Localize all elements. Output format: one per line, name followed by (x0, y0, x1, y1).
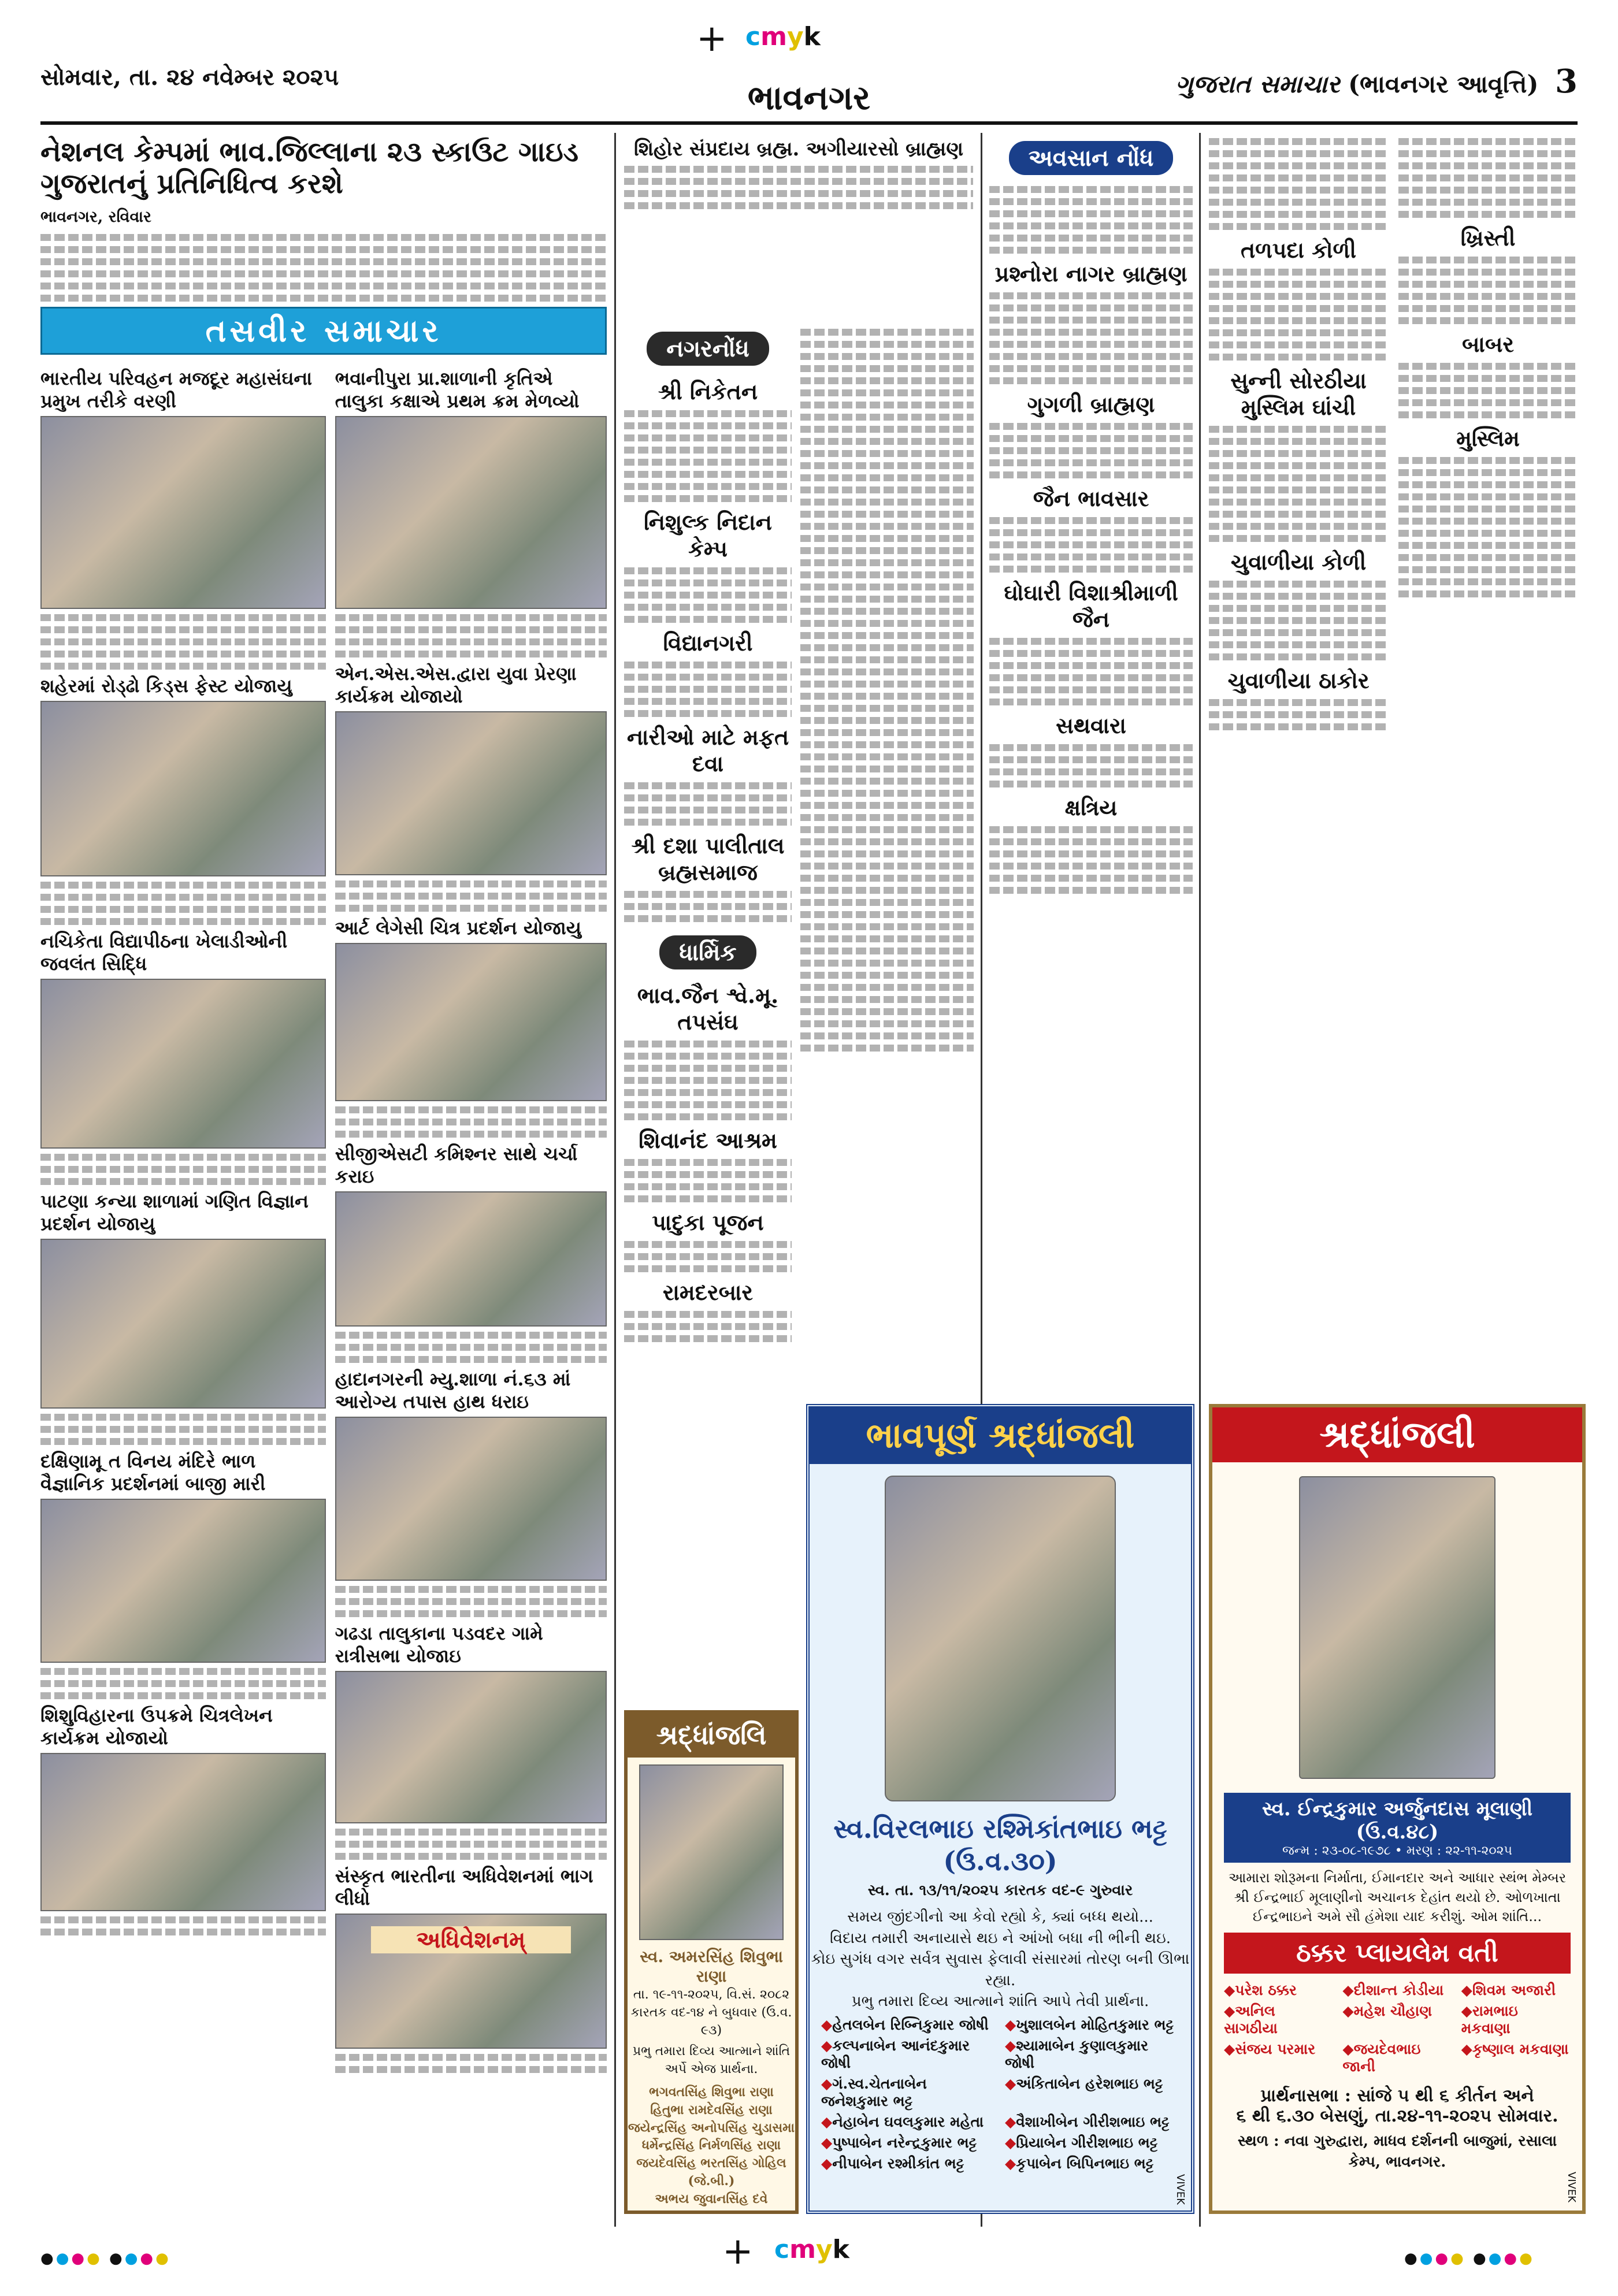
notice-head: વિદ્યાનગરી (663, 630, 753, 656)
community-head: પ્રશ્નોરા નાગર બ્રાહ્મણ (994, 261, 1187, 287)
right-tribute-box (1209, 1404, 1586, 2214)
dharmik-chip: ધાર્મિક (659, 935, 756, 969)
notice-head: પાદુકા પૂજન (652, 1209, 764, 1235)
news-photo (40, 1499, 326, 1663)
notice-head: શિવાનંદ આશ્રમ (639, 1127, 777, 1153)
edition: (ભાવનગર આવૃત્તિ) (1348, 70, 1539, 98)
lead-headline: નેશનલ કેમ્પમાં ભાવ.જિલ્લાના ૨૩ સ્કાઉટ ગાઇડ ગુજરાતનું પ્રતિનિધિત્વ કરશે (40, 136, 579, 200)
right-tribute-names: ◆ પરેશ ઠક્કર ◆ દીશાન્ત કોડીયા ◆ શિવમ અજારી ◆ અનિલ સાગઠીયા ◆ મહેશ ચૌહાણ ◆ રામભાઇ મકવાણા ◆ સંજય પરમાર ◆ જયદેવભાઇ જાની ◆ કૃષ્ણાલ મકવાણા (1212, 1977, 1582, 2080)
community-head: ખ્રિસ્તી (1460, 225, 1516, 251)
obituary-column (1209, 133, 1388, 1383)
brand-name: ગુજરાત સમાચાર (1175, 70, 1340, 98)
community-head: બાબર (1462, 331, 1514, 357)
page-city-title: ભાવનગર (747, 78, 871, 117)
obituary-column (989, 133, 1193, 1383)
news-photo (335, 1417, 607, 1581)
right-tribute-nameplate (1224, 1793, 1571, 1863)
news-photo (335, 711, 607, 875)
photo-caption: શહેરમાં રોડ્ઢો કિડ્સ ફેસ્ટ યોજાયુ (40, 674, 292, 697)
designer-credit: VIVEK (1174, 2174, 1186, 2205)
main-tribute-message: પ્રભુ તમારા દિવ્ય આત્માને શાંતિ આપે તેવી પ્રાર્થના. (851, 1992, 1149, 2010)
cmyk-mark: cmyk (745, 22, 821, 51)
right-tribute-note: આમારા શોરૂમના નિર્માતા, ઈમાનદાર અને આધાર સ્થંભ મેમ્બર શ્રી ઈન્દ્રભાઈ મૂલાણીનો અચાનક દેહાંત થયો છે. ઓળખાતા ઈન્દ્રભાઇને અમે સૌ હંમેશા યાદ કરીશું. ઓમ શાંતિ... (1228, 1870, 1567, 1925)
tribute-photo (885, 1476, 1116, 1801)
notice-head: શ્રી નિકેતન (658, 378, 758, 404)
photo-caption: ભારતીય પરિવહન મજદૂર મહાસંઘના પ્રમુખ તરીકે વરણી (40, 367, 313, 412)
photo-col-b (335, 363, 607, 2078)
news-photo (335, 1914, 607, 2049)
photo-caption: ગઢડા તાલુકાના પડવદર ગામે રાત્રીસભા યોજાઇ (335, 1622, 543, 1667)
community-head: સથવારા (1056, 712, 1126, 738)
right-tribute-title: શ્રદ્ધાંજલી (1212, 1407, 1582, 1462)
news-photo (335, 1671, 607, 1823)
community-head: ચુવાળીયા ઠાકોર (1227, 667, 1370, 693)
main-tribute-name: સ્વ.વિરલભાઇ રશ્મિકાંતભાઇ ભટ્ટ (ઉ.વ.૩૦) (833, 1813, 1167, 1877)
small-tribute-name: સ્વ. અમરસિંહ શિવુભા રાણા (640, 1947, 783, 1986)
small-tribute-date: તા. ૧૯-૧૧-૨૦૨૫, વિ.સં. ૨૦૮૨ કારતક વદ-૧૪ ને બુધવાર (ઉ.વ. ૯૩) (630, 1987, 792, 2038)
left-block (40, 133, 607, 2227)
community-head: ઘોઘારી વિશાશ્રીમાળી જૈન (1004, 579, 1178, 632)
middle-top-head: શિહોર સંપ્રદાય બ્રહ્મ. અગીયારસો બ્રાહ્મણ (634, 138, 963, 161)
page-number: 3 (1555, 62, 1578, 101)
color-registration-dots: ●●●● ●●●● (1404, 2250, 1535, 2267)
photo-caption: ભવાનીપુરા પ્રા.શાળાની કૃતિએ તાલુકા કક્ષાએ પ્રથમ ક્રમ મેળવ્યો (335, 367, 580, 412)
news-photo (40, 701, 326, 876)
notice-head: નિશુલ્ક નિદાન કેમ્પ (644, 509, 772, 562)
community-head: મુસ્લિમ (1456, 425, 1520, 451)
photo-caption: નચિકેતા વિદ્યાપીઠના ખેલાડીઓની જવલંત સિદ્ધિ (40, 930, 288, 975)
news-photo (40, 979, 326, 1149)
registration-cross: + (696, 17, 728, 60)
main-tribute-title: ભાવપૂર્ણ શ્રદ્ધાંજલી (810, 1407, 1191, 1464)
notice-head: નારીઓ માટે મફત દવા (626, 724, 789, 777)
color-registration-dots: ●●●● ●●●● (40, 2250, 171, 2267)
photo-caption: સંસ્કૃત ભારતીના અધિવેશનમાં ભાગ લીધો (335, 1864, 593, 1909)
cmyk-mark: cmyk (774, 2235, 849, 2264)
photo-caption: પાટણા કન્યા શાળામાં ગણિત વિજ્ઞાન પ્રદર્શન યોજાયુ (40, 1190, 309, 1235)
obituary-chip: અવસાન નોંધ (1009, 141, 1174, 175)
news-photo (40, 1239, 326, 1409)
main-tribute-message: સમય જીંદગીનો આ કેવો રહ્યો કે, ક્યાં બધ્ધ થયો... (847, 1908, 1153, 1926)
masthead-rule (40, 121, 1578, 125)
right-tribute-org: ઠક્કર પ્લાયલેમ વતી (1224, 1933, 1571, 1974)
main-tribute-message: કોઇ સુગંધ વગર સર્વત્ર સુવાસ ફેલાવી સંસારમાં તોરણ બની ઊભા રહ્યા. (811, 1951, 1190, 1989)
small-tribute-family: ભગવતસિંહ શિવુભા રાણા હિતુભા રામદેવસિંહ રાણા જયેન્દ્રસિંહ અનોપસિંહ ચુડાસમા ધર્મેન્દ્રસિંહ નિર્મળસિંહ રાણા જયદેવસિંહ ભરતસિંહ ગોહિલ (જે.બી.) અભય જુવાનસિંહ દવે (628, 2084, 795, 2206)
obituary-column (1398, 133, 1578, 1383)
designer-credit: VIVEK (1565, 2171, 1578, 2202)
main-tribute-family: ◆ હેતલબેન રિબ્નિકુમાર જોષી ◆ ખુશાલબેન મોહિતકુમાર ભટ્ટ ◆ કલ્પનાબેન આનંદકુમાર જોષી ◆ શ્યામાબેન કુણાલકુમાર જોષી ◆ ગં.સ્વ.ચેતનાબેન જનેશકુમાર ભટ્ટ ◆ અંકિતાબેન હરેશભાઇ ભટ્ટ ◆ નેહાબેન ઘવલકુમાર મહેતા ◆ વૈશાખીબેન ગીરીશભાઇ ભટ્ટ ◆ પુષ્પાબેન નરેન્દ્રકુમાર ભટ્ટ ◆ પ્રિયાબેન ગીરીશભાઇ ભટ્ટ ◆ નીપાબેન રશ્મીકાંત ભટ્ટ ◆ કૃપાબેન બિપિનભાઇ ભટ્ટ (810, 2012, 1191, 2177)
news-photo (40, 1753, 326, 1911)
news-photo (335, 943, 607, 1101)
right-tribute-name: સ્વ. ઈન્દ્રકુમાર અર્જુનદાસ મૂલાણી (ઉ.વ.૪૮) (1261, 1797, 1533, 1844)
column-rule (614, 133, 616, 2227)
community-head: ક્ષત્રિય (1064, 794, 1118, 820)
news-photo (335, 416, 607, 609)
tribute-photo (1299, 1476, 1495, 1779)
notice-head: રામદરબાર (662, 1279, 754, 1305)
prayer-place: સ્થળ : નવા ગુરુદ્વારા, માધવ દર્શનની બાજુમાં, રસાલા કેમ્પ, ભાવનગર. (1237, 2132, 1557, 2171)
small-tribute-box (624, 1710, 799, 2214)
photo-caption: શિશુવિહારના ઉપક્રમે ચિત્રલેખન કાર્યક્રમ યોજાયો (40, 1704, 273, 1749)
news-photo (335, 1191, 607, 1327)
main-tribute-date: સ્વ. તા. ૧૩/૧૧/૨૦૨૫ કારતક વદ-૯ ગુરુવાર (867, 1882, 1133, 1899)
registration-cross: + (722, 2230, 754, 2273)
banner-text: અધિવેશનમ્ (371, 1926, 571, 1953)
right-tribute-date: જન્મ : ૨૩-૦૮-૧૯૭૮ • મરણ : ૨૨-૧૧-૨૦૨૫ (1282, 1844, 1512, 1858)
notice-head: ભાવ.જૈન શ્વે.મૂ. તપસંઘ (637, 982, 779, 1035)
community-head: સુન્ની સોરઠીયા મુસ્લિમ ઘાંચી (1230, 367, 1367, 420)
issue-date: સોમવાર, તા. ૨૪ નવેમ્બર ૨૦૨૫ (40, 64, 339, 91)
community-head: તળપદા કોળી (1240, 237, 1357, 263)
column-rule (1199, 133, 1201, 2227)
photo-caption: આર્ટ લેગેસી ચિત્ર પ્રદર્શન યોજાયુ (335, 916, 581, 939)
photo-caption: દક્ષિણામૂ ત વિનય મંદિરે ભાળ વૈજ્ઞાનિક પ્રદર્શનમાં બાજી મારી (40, 1450, 266, 1495)
prayer-meeting: પ્રાર્થનાસભા : સાંજે ૫ થી ૬ કીર્તન અને ૬ થી ૬.૩૦ બેસણું, તા.૨૪-૧૧-૨૦૨૫ સોમવાર. (1236, 2085, 1558, 2126)
small-tribute-title: શ્રદ્ધાંજલિ (628, 1714, 795, 1758)
lead-dateline: ભાવનગર, રવિવાર (40, 208, 151, 226)
main-tribute-box (806, 1404, 1194, 2214)
main-tribute-message: વિદાય તમારી અનાયાસે થઇ ને આંખો બધા ની ભીની થઇ. (830, 1929, 1171, 1947)
nagar-nondh-chip: નગરનોંધ (647, 332, 769, 366)
middle-text-column (800, 324, 974, 1395)
photo-col-a (40, 363, 326, 2078)
photo-news-bar: તસવીર સમાચાર (40, 307, 607, 355)
brand-block (1175, 62, 1578, 101)
photo-caption: સીજીએસટી કમિશ્નર સાથે ચર્ચા કરાઇ (335, 1142, 578, 1187)
tribute-photo (639, 1764, 784, 1940)
community-head: ગુગળી બ્રાહ્મણ (1027, 391, 1155, 417)
community-head: ચુવાળીયા કોળી (1230, 549, 1367, 575)
community-head: જૈન ભાવસાર (1033, 485, 1149, 511)
small-tribute-line: પ્રભુ તમારા દિવ્ય આત્માને શાંતિ અર્પે એજ પ્રાર્થના. (632, 2044, 791, 2077)
photo-caption: હાદાનગરની મ્યુ.શાળા નં.૬૩ માં આરોગ્ય તપાસ હાથ ધરાઇ (335, 1368, 571, 1413)
news-photo (40, 416, 326, 609)
lead-body (40, 206, 607, 301)
notice-head: શ્રી દશા પાલીતાલ બ્રહ્મસમાજ (631, 833, 785, 885)
photo-caption: એન.એસ.એસ.દ્વારા યુવા પ્રેરણા કાર્યક્રમ યોજાયો (335, 662, 577, 707)
